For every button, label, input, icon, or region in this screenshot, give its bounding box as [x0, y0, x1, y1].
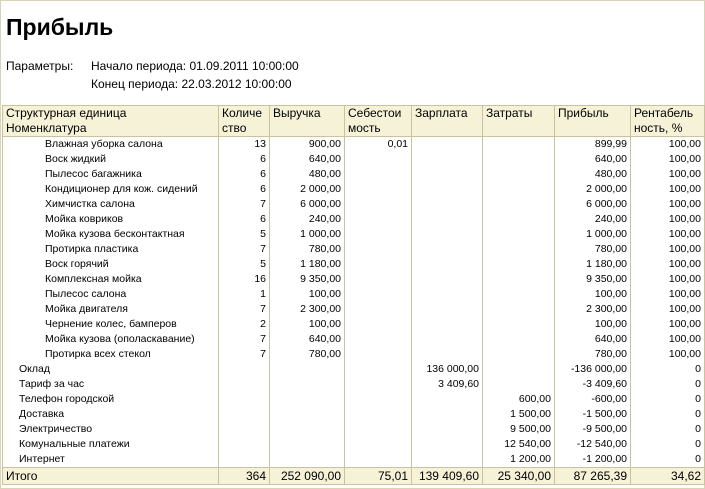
item-profitability: 100,00 — [631, 242, 705, 257]
item-expenses — [483, 182, 555, 197]
item-salary — [412, 152, 483, 167]
item-profitability: 100,00 — [631, 182, 705, 197]
item-salary — [412, 137, 483, 153]
table-row — [3, 167, 705, 182]
item-expenses — [483, 167, 555, 182]
item-revenue: 2 000,00 — [270, 182, 345, 197]
header-cost-cont: мость — [345, 121, 412, 137]
period-start: Начало периода: 01.09.2011 10:00:00 — [91, 59, 299, 73]
item-profitability: 100,00 — [631, 272, 705, 287]
item-expenses — [483, 257, 555, 272]
header-nomenclature: Номенклатура — [3, 121, 219, 137]
item-revenue: 9 350,00 — [270, 272, 345, 287]
item-salary — [412, 347, 483, 362]
header-salary-cont — [412, 121, 483, 137]
item-qty: 2 — [219, 317, 270, 332]
item-revenue: 240,00 — [270, 212, 345, 227]
table-row — [3, 242, 705, 257]
item-name: Кондиционер для кож. сидений — [3, 182, 219, 197]
item-revenue: 100,00 — [270, 317, 345, 332]
item-expenses — [483, 347, 555, 362]
item-revenue: 6 000,00 — [270, 197, 345, 212]
item-salary: 3 409,60 — [412, 377, 483, 392]
item-revenue — [270, 437, 345, 452]
item-profit: -1 200,00 — [555, 452, 631, 468]
item-name: Протирка пластика — [3, 242, 219, 257]
report-title: Прибыль — [6, 14, 114, 40]
item-qty: 5 — [219, 227, 270, 242]
item-salary — [412, 422, 483, 437]
item-cost — [345, 362, 412, 377]
item-qty — [219, 437, 270, 452]
header-revenue: Выручка — [270, 106, 345, 122]
item-salary — [412, 392, 483, 407]
item-cost — [345, 182, 412, 197]
item-qty — [219, 392, 270, 407]
item-cost — [345, 272, 412, 287]
item-profit: 1 000,00 — [555, 227, 631, 242]
item-name: Мойка двигателя — [3, 302, 219, 317]
table-row — [3, 362, 705, 377]
item-name: Протирка всех стекол — [3, 347, 219, 362]
total-expenses: 25 340,00 — [483, 468, 555, 485]
item-qty: 6 — [219, 212, 270, 227]
item-name: Интернет — [3, 452, 219, 468]
profit-table — [2, 105, 705, 485]
item-salary — [412, 242, 483, 257]
table-body — [3, 137, 705, 468]
params-label: Параметры: — [6, 59, 74, 73]
item-revenue — [270, 392, 345, 407]
item-profit: 640,00 — [555, 332, 631, 347]
item-expenses — [483, 227, 555, 242]
header-qty-cont: ство — [219, 121, 270, 137]
item-profit: -600,00 — [555, 392, 631, 407]
item-profitability: 0 — [631, 407, 705, 422]
header-profitability: Рентабель — [631, 106, 705, 122]
table-row — [3, 137, 705, 153]
item-salary — [412, 197, 483, 212]
table-row — [3, 422, 705, 437]
item-revenue: 2 300,00 — [270, 302, 345, 317]
item-name: Чернение колес, бамперов — [3, 317, 219, 332]
item-revenue — [270, 422, 345, 437]
item-cost — [345, 152, 412, 167]
item-revenue — [270, 407, 345, 422]
total-qty: 364 — [219, 468, 270, 485]
item-profit: 100,00 — [555, 287, 631, 302]
item-qty: 7 — [219, 347, 270, 362]
header-row-2 — [3, 121, 705, 137]
header-expenses-cont — [483, 121, 555, 137]
item-qty: 5 — [219, 257, 270, 272]
item-profit: 780,00 — [555, 242, 631, 257]
item-profitability: 0 — [631, 377, 705, 392]
item-profitability: 100,00 — [631, 137, 705, 153]
header-row-1 — [3, 106, 705, 122]
item-cost — [345, 377, 412, 392]
item-qty — [219, 407, 270, 422]
item-expenses — [483, 317, 555, 332]
item-profitability: 100,00 — [631, 152, 705, 167]
item-profit: 1 180,00 — [555, 257, 631, 272]
item-name: Воск горячий — [3, 257, 219, 272]
item-name: Мойка кузова (ополаскавание) — [3, 332, 219, 347]
item-revenue: 640,00 — [270, 152, 345, 167]
item-salary — [412, 212, 483, 227]
item-cost — [345, 167, 412, 182]
table-row — [3, 317, 705, 332]
item-revenue — [270, 452, 345, 468]
item-cost — [345, 227, 412, 242]
item-expenses — [483, 197, 555, 212]
item-cost — [345, 257, 412, 272]
total-profit: 87 265,39 — [555, 468, 631, 485]
item-profit: 480,00 — [555, 167, 631, 182]
item-cost — [345, 242, 412, 257]
period-end: Конец периода: 22.03.2012 10:00:00 — [91, 77, 292, 91]
item-salary — [412, 407, 483, 422]
item-revenue: 900,00 — [270, 137, 345, 153]
table-row — [3, 227, 705, 242]
item-revenue: 780,00 — [270, 242, 345, 257]
item-cost — [345, 437, 412, 452]
item-name: Пылесос багажника — [3, 167, 219, 182]
item-cost — [345, 407, 412, 422]
item-qty — [219, 362, 270, 377]
item-cost — [345, 347, 412, 362]
item-name: Тариф за час — [3, 377, 219, 392]
item-expenses: 1 200,00 — [483, 452, 555, 468]
item-expenses — [483, 242, 555, 257]
table-row — [3, 212, 705, 227]
item-expenses — [483, 332, 555, 347]
item-name: Оклад — [3, 362, 219, 377]
item-salary — [412, 272, 483, 287]
item-expenses — [483, 302, 555, 317]
item-profit: 2 300,00 — [555, 302, 631, 317]
item-name: Воск жидкий — [3, 152, 219, 167]
item-cost — [345, 302, 412, 317]
item-expenses — [483, 362, 555, 377]
table-row — [3, 392, 705, 407]
item-profitability: 100,00 — [631, 257, 705, 272]
item-expenses: 600,00 — [483, 392, 555, 407]
item-expenses — [483, 212, 555, 227]
header-profit: Прибыль — [555, 106, 631, 122]
item-revenue — [270, 377, 345, 392]
item-expenses: 9 500,00 — [483, 422, 555, 437]
item-salary — [412, 437, 483, 452]
item-profit: -1 500,00 — [555, 407, 631, 422]
item-qty: 6 — [219, 152, 270, 167]
table-row — [3, 407, 705, 422]
item-qty: 1 — [219, 287, 270, 302]
item-name: Химчистка салона — [3, 197, 219, 212]
item-name: Мойка ковриков — [3, 212, 219, 227]
item-expenses — [483, 272, 555, 287]
item-cost — [345, 452, 412, 468]
table-row — [3, 437, 705, 452]
item-profit: 640,00 — [555, 152, 631, 167]
item-expenses — [483, 377, 555, 392]
item-salary: 136 000,00 — [412, 362, 483, 377]
total-salary: 139 409,60 — [412, 468, 483, 485]
total-cost: 75,01 — [345, 468, 412, 485]
item-profit: -12 540,00 — [555, 437, 631, 452]
item-profit: 780,00 — [555, 347, 631, 362]
item-qty: 7 — [219, 332, 270, 347]
item-cost — [345, 392, 412, 407]
item-revenue: 100,00 — [270, 287, 345, 302]
item-cost: 0,01 — [345, 137, 412, 153]
item-profit: 6 000,00 — [555, 197, 631, 212]
item-name: Мойка кузова бесконтактная — [3, 227, 219, 242]
item-name: Влажная уборка салона — [3, 137, 219, 153]
item-qty — [219, 452, 270, 468]
item-profitability: 100,00 — [631, 227, 705, 242]
item-revenue: 640,00 — [270, 332, 345, 347]
item-profitability: 0 — [631, 422, 705, 437]
item-profitability: 0 — [631, 362, 705, 377]
item-salary — [412, 167, 483, 182]
header-profit-cont — [555, 121, 631, 137]
item-cost — [345, 422, 412, 437]
item-revenue: 1 000,00 — [270, 227, 345, 242]
table-row — [3, 272, 705, 287]
header-cost: Себестои — [345, 106, 412, 122]
item-revenue: 780,00 — [270, 347, 345, 362]
total-revenue: 252 090,00 — [270, 468, 345, 485]
item-profitability: 100,00 — [631, 197, 705, 212]
header-expenses: Затраты — [483, 106, 555, 122]
item-salary — [412, 317, 483, 332]
item-qty: 7 — [219, 302, 270, 317]
item-name: Доставка — [3, 407, 219, 422]
item-qty: 13 — [219, 137, 270, 153]
item-qty — [219, 422, 270, 437]
item-qty: 6 — [219, 167, 270, 182]
item-profit: 9 350,00 — [555, 272, 631, 287]
table-row — [3, 197, 705, 212]
item-profit: 240,00 — [555, 212, 631, 227]
item-revenue — [270, 362, 345, 377]
item-cost — [345, 317, 412, 332]
item-profitability: 100,00 — [631, 347, 705, 362]
item-profit: 100,00 — [555, 317, 631, 332]
header-salary: Зарплата — [412, 106, 483, 122]
item-salary — [412, 302, 483, 317]
item-profitability: 0 — [631, 452, 705, 468]
header-profitability-cont: ность, % — [631, 121, 705, 137]
item-profit: 2 000,00 — [555, 182, 631, 197]
item-qty: 16 — [219, 272, 270, 287]
item-profitability: 100,00 — [631, 167, 705, 182]
item-cost — [345, 197, 412, 212]
item-profitability: 100,00 — [631, 212, 705, 227]
item-expenses: 12 540,00 — [483, 437, 555, 452]
item-salary — [412, 287, 483, 302]
item-cost — [345, 332, 412, 347]
item-expenses: 1 500,00 — [483, 407, 555, 422]
item-salary — [412, 257, 483, 272]
item-name: Комплексная мойка — [3, 272, 219, 287]
item-name: Комунальные платежи — [3, 437, 219, 452]
table-row — [3, 302, 705, 317]
item-profitability: 100,00 — [631, 302, 705, 317]
header-qty: Количе — [219, 106, 270, 122]
total-profitability: 34,62 — [631, 468, 705, 485]
total-label: Итого — [3, 468, 219, 485]
table-row — [3, 347, 705, 362]
item-revenue: 480,00 — [270, 167, 345, 182]
item-profitability: 0 — [631, 437, 705, 452]
item-profitability: 100,00 — [631, 332, 705, 347]
item-name: Телефон городской — [3, 392, 219, 407]
item-qty: 6 — [219, 182, 270, 197]
item-name: Электричество — [3, 422, 219, 437]
item-expenses — [483, 287, 555, 302]
item-profit: -9 500,00 — [555, 422, 631, 437]
item-salary — [412, 452, 483, 468]
item-profit: -136 000,00 — [555, 362, 631, 377]
item-salary — [412, 227, 483, 242]
item-expenses — [483, 152, 555, 167]
item-profit: -3 409,60 — [555, 377, 631, 392]
table-row — [3, 257, 705, 272]
table-row — [3, 332, 705, 347]
table-row — [3, 452, 705, 468]
item-revenue: 1 180,00 — [270, 257, 345, 272]
item-salary — [412, 182, 483, 197]
total-row — [3, 468, 705, 485]
item-expenses — [483, 137, 555, 153]
item-profitability: 0 — [631, 392, 705, 407]
table-row — [3, 287, 705, 302]
item-qty: 7 — [219, 242, 270, 257]
item-qty: 7 — [219, 197, 270, 212]
table-row — [3, 152, 705, 167]
item-name: Пылесос салона — [3, 287, 219, 302]
item-qty — [219, 377, 270, 392]
item-profitability: 100,00 — [631, 317, 705, 332]
item-salary — [412, 332, 483, 347]
item-cost — [345, 287, 412, 302]
item-profit: 899,99 — [555, 137, 631, 153]
item-profitability: 100,00 — [631, 287, 705, 302]
header-unit: Структурная единица — [3, 106, 219, 122]
header-revenue-cont — [270, 121, 345, 137]
table-row — [3, 377, 705, 392]
table-row — [3, 182, 705, 197]
item-cost — [345, 212, 412, 227]
